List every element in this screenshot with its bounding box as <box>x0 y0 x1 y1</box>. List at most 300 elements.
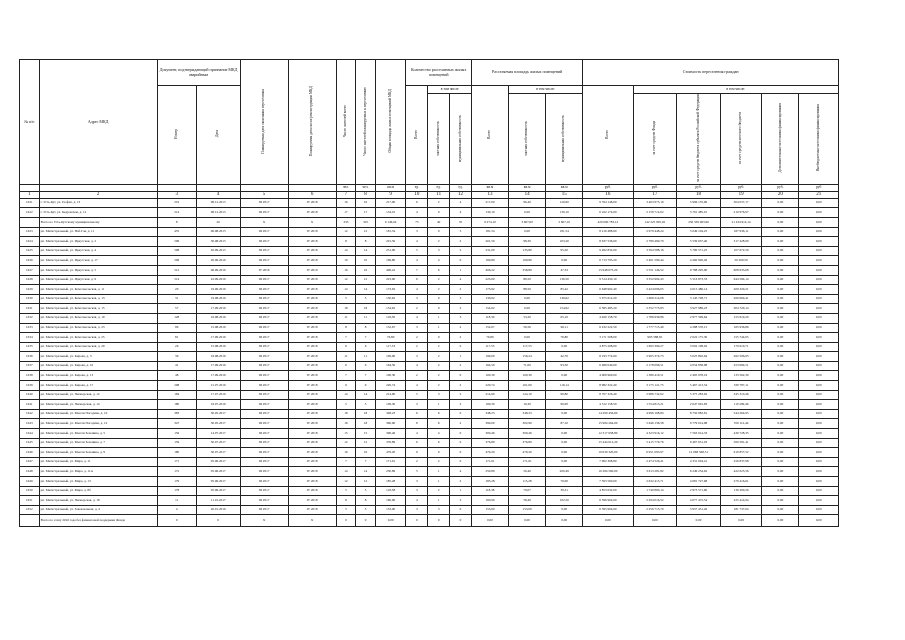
column-number-cell: 16 <box>583 191 633 198</box>
table-cell: 4 681 727,68 <box>677 477 721 487</box>
table-cell: III 2017 <box>240 381 288 391</box>
table-cell: IV 2018 <box>288 323 336 333</box>
table-row <box>20 419 839 429</box>
table-row <box>20 333 839 343</box>
table-cell: 160,90 <box>375 496 406 506</box>
header-document-date: Дата <box>196 86 240 185</box>
table-cell: 3 957 451,26 <box>677 505 721 515</box>
table-cell: 6 951 093,97 <box>633 448 677 458</box>
table-cell: 0,00 <box>546 505 583 515</box>
table-cell: 17.09.2016 <box>196 371 240 381</box>
table-cell: 3 145 728,71 <box>677 294 721 304</box>
table-cell: III 2017 <box>240 448 288 458</box>
table-row <box>20 265 839 275</box>
table-cell: 15 444 012,20 <box>583 438 633 448</box>
table-cell: 9 <box>356 381 376 391</box>
table-cell: 2 <box>450 237 472 247</box>
table-cell: 3 613 281,82 <box>633 467 677 477</box>
table-row <box>20 217 839 227</box>
header-count-municipal: муниципальная собственность <box>450 94 472 185</box>
table-cell: 0,00 <box>799 323 839 333</box>
table-cell: 16 <box>336 198 356 208</box>
unit-cell: кв.м <box>471 184 508 191</box>
table-cell: IV 2018 <box>288 457 336 467</box>
table-cell: 0,00 <box>762 467 799 477</box>
table-cell: 3 <box>406 294 428 304</box>
table-cell: 05.06.2017 <box>196 477 240 487</box>
table-row <box>20 256 839 266</box>
table-cell: 4 <box>406 496 428 506</box>
table-row <box>20 486 839 496</box>
table-cell: 0,00 <box>799 285 839 295</box>
table-cell: 3 <box>428 246 450 256</box>
table-cell: 6 <box>428 419 450 429</box>
table-cell: 223,00 <box>375 275 406 285</box>
table-cell: 0,00 <box>375 515 406 527</box>
table-cell: 0,00 <box>799 467 839 477</box>
unit-cell <box>20 184 40 191</box>
unit-cell: руб. <box>677 184 721 191</box>
table-cell: 05.06.2017 <box>196 486 240 496</box>
table-cell: 300,46 <box>509 429 546 439</box>
table-cell: 1 <box>450 486 472 496</box>
table-cell: IV 2018 <box>288 419 336 429</box>
table-cell: 0,00 <box>509 227 546 237</box>
table-cell: 430 728,35 <box>720 429 761 439</box>
address-cell: рп. Магистральный, ул. Иркутская, д. 9 <box>39 275 157 285</box>
unit-cell: руб. <box>583 184 633 191</box>
table-cell: 1623 <box>20 227 40 237</box>
table-cell: 180 <box>157 448 196 458</box>
table-cell: 1 693 399,27 <box>633 342 677 352</box>
table-cell: 110 299,46 <box>720 400 761 410</box>
table-row <box>20 505 839 515</box>
table-cell: 7 <box>356 333 376 343</box>
table-cell: 2 780 469,70 <box>633 237 677 247</box>
header-area-private: частная собственность <box>509 94 546 185</box>
table-cell: 214,90 <box>471 390 508 400</box>
table-cell: 2 <box>428 352 450 362</box>
table-cell: IV 2018 <box>288 371 336 381</box>
table-cell: 0,00 <box>762 198 799 208</box>
table-cell: III 2017 <box>240 198 288 208</box>
table-cell: III 2017 <box>240 227 288 237</box>
table-cell: 3 <box>406 505 428 515</box>
address-cell: рп. Магистральный, ул. Кирова, д. 13 <box>39 371 157 381</box>
table-cell: 8 982 322,40 <box>583 381 633 391</box>
table-cell: 53,20 <box>509 313 546 323</box>
table-cell: 185,28 <box>471 477 508 487</box>
header-count-private: частная собственность <box>428 94 450 185</box>
table-cell: 0,00 <box>546 448 583 458</box>
table-cell: 14 <box>336 467 356 477</box>
table-cell: 4 009 960,00 <box>583 371 633 381</box>
table-row <box>20 438 839 448</box>
table-cell: 169,80 <box>375 256 406 266</box>
table-cell: 2 <box>428 381 450 391</box>
table-cell: 2 <box>428 371 450 381</box>
table-cell: 187 936,11 <box>720 227 761 237</box>
table-cell: 156,24 <box>509 352 546 362</box>
table-cell: 21.07.2016 <box>196 381 240 391</box>
table-cell: 117,53 <box>509 342 546 352</box>
table-cell: 0,00 <box>633 515 677 527</box>
total-row <box>20 515 839 527</box>
table-cell: 2 <box>450 390 472 400</box>
table-cell: 118,30 <box>375 313 406 323</box>
table-row <box>20 390 839 400</box>
table-cell: 210 976,97 <box>720 208 761 218</box>
table-cell: III 2017 <box>240 208 288 218</box>
table-cell: 5 <box>356 486 376 496</box>
table-cell: 7 563 014,33 <box>677 429 721 439</box>
table-cell: III 2017 <box>240 275 288 285</box>
table-cell: 231,00 <box>375 246 406 256</box>
table-cell: 179 610,71 <box>720 342 761 352</box>
table-cell: 17.09.2016 <box>196 333 240 343</box>
table-cell: 2 979 448,24 <box>633 227 677 237</box>
table-cell: 155 619,20 <box>720 313 761 323</box>
table-cell: III 2017 <box>240 467 288 477</box>
table-cell: 1644 <box>20 429 40 439</box>
table-cell: 1627 <box>20 265 40 275</box>
table-cell: 99 <box>157 323 196 333</box>
table-cell: 109,30 <box>375 400 406 410</box>
header-cost-regional: за счет средств бюджета субъекта Российской Федерации <box>677 94 721 185</box>
table-cell: 48 <box>157 371 196 381</box>
table-cell: IV 2018 <box>288 313 336 323</box>
table-cell: 1 777 715,49 <box>633 323 677 333</box>
table-cell: X <box>288 515 336 527</box>
table-cell: 6 486 040,00 <box>583 361 633 371</box>
table-cell: 2 <box>428 457 450 467</box>
table-cell: 0,00 <box>799 515 839 527</box>
table-cell: 7 <box>336 371 356 381</box>
table-row <box>20 304 839 314</box>
table-cell: 0,00 <box>762 285 799 295</box>
table-cell: 1650 <box>20 486 40 496</box>
table-cell: 35 <box>450 217 472 227</box>
table-cell: 0,00 <box>799 457 839 467</box>
table-cell: 9 <box>336 381 356 391</box>
table-row <box>20 285 839 295</box>
table-cell: 100,30 <box>471 371 508 381</box>
table-row <box>20 342 839 352</box>
table-cell: 14 <box>356 390 376 400</box>
table-row <box>20 352 839 362</box>
table-cell: IV 2018 <box>288 246 336 256</box>
table-cell: 220,74 <box>375 381 406 391</box>
table-cell: 4 288 570,15 <box>677 323 721 333</box>
table-cell: 225 414,94 <box>720 496 761 506</box>
table-cell: 0,00 <box>762 400 799 410</box>
table-cell: 325 <box>356 217 376 227</box>
table-cell: 12 <box>336 477 356 487</box>
table-cell: 4 <box>406 361 428 371</box>
header-residents-planned: Число жителей планируемых к переселению <box>356 60 376 185</box>
address-cell: рп. Магистральный, ул. Мира, д. 8б <box>39 486 157 496</box>
table-cell: 118,38 <box>375 486 406 496</box>
table-cell: 17 <box>336 208 356 218</box>
table-cell: 0,00 <box>799 342 839 352</box>
table-cell: 1642 <box>20 409 40 419</box>
header-cost-group: Стоимость переселения граждан <box>583 60 839 86</box>
table-cell: 118,30 <box>471 313 508 323</box>
table-cell: 15 <box>356 429 376 439</box>
table-cell: 0 <box>428 333 450 343</box>
table-cell: III 2017 <box>240 419 288 429</box>
table-cell: 0,00 <box>799 198 839 208</box>
table-cell: 0 <box>450 505 472 515</box>
address-cell: рп. Магистральный, ул. Мира, д. 13 <box>39 477 157 487</box>
table-cell: 181,54 <box>375 227 406 237</box>
table-cell: 3 175 121,75 <box>633 381 677 391</box>
unit-cell: руб. <box>762 184 799 191</box>
table-cell: 181,54 <box>546 227 583 237</box>
unit-cell: ед. <box>428 184 450 191</box>
table-cell: IV 2018 <box>288 342 336 352</box>
table-cell: 11.10.2017 <box>196 496 240 506</box>
table-row <box>20 246 839 256</box>
table-cell: 47,33 <box>546 265 583 275</box>
table-cell: 3 002 198,02 <box>677 342 721 352</box>
table-cell: 8 <box>356 496 376 506</box>
table-cell: 5 <box>336 505 356 515</box>
table-cell: 3 <box>428 505 450 515</box>
table-cell: 107 672,59 <box>720 246 761 256</box>
table-cell: 5 996 135,96 <box>677 198 721 208</box>
table-cell: 6 <box>428 438 450 448</box>
table-cell: 5 075 612,20 <box>583 294 633 304</box>
table-cell: 10 <box>336 256 356 266</box>
table-cell: 0 <box>450 371 472 381</box>
table-cell: 2 <box>450 304 472 314</box>
table-cell: 173,92 <box>471 285 508 295</box>
address-cell: рп. Магистральный, ул. Комсомольская, д. 13 <box>39 294 157 304</box>
table-cell: 15.08.2016 <box>196 342 240 352</box>
header-cost-extra: Дополнительные источники финансирования <box>762 94 799 185</box>
table-cell: IV 2018 <box>288 275 336 285</box>
table-cell: 1637 <box>20 361 40 371</box>
table-cell: 0,00 <box>762 371 799 381</box>
table-cell: 0 <box>428 304 450 314</box>
table-cell: IV 2018 <box>288 294 336 304</box>
table-cell: 0,00 <box>762 438 799 448</box>
table-cell: III 2017 <box>240 313 288 323</box>
table-cell: 165 936,86 <box>720 323 761 333</box>
table-cell: 30.07.2017 <box>196 448 240 458</box>
table-cell: 6 <box>336 361 356 371</box>
table-cell: 0,00 <box>799 294 839 304</box>
table-cell: 0,00 <box>762 352 799 362</box>
table-cell: 383 <box>157 409 196 419</box>
table-cell: 7 062 368,80 <box>583 457 633 467</box>
table-cell: III 2017 <box>240 409 288 419</box>
table-cell: 7 <box>356 371 376 381</box>
table-cell: III 2017 <box>240 294 288 304</box>
table-cell: 12 <box>356 227 376 237</box>
table-cell: 02.09.2015 <box>196 246 240 256</box>
table-cell: 300,46 <box>471 429 508 439</box>
table-cell: 14 290 456,60 <box>583 409 633 419</box>
table-row <box>20 496 839 506</box>
table-cell: 0,00 <box>762 294 799 304</box>
table-cell: 30.08.2015 <box>196 237 240 247</box>
table-cell: 3 <box>406 477 428 487</box>
table-cell: III 2017 <box>240 323 288 333</box>
table-cell: 0,00 <box>546 515 583 527</box>
column-number-cell: 7 <box>336 191 356 198</box>
table-cell: 390,00 <box>471 419 508 429</box>
column-number-cell: 5 <box>240 191 288 198</box>
table-cell: 7 <box>336 457 356 467</box>
header-row-no: № п/п <box>20 60 40 185</box>
table-cell: 2 424 096,05 <box>633 285 677 295</box>
table-cell: 8 <box>336 496 356 506</box>
table-cell: 14 <box>356 467 376 477</box>
table-cell: 1634 <box>20 333 40 343</box>
table-cell: 0 <box>450 342 472 352</box>
table-cell: 12 <box>336 227 356 237</box>
table-cell: 139 200,26 <box>720 486 761 496</box>
table-cell: 1 740 860,14 <box>633 486 677 496</box>
table-row <box>20 400 839 410</box>
table-cell: 6 585 485,20 <box>583 304 633 314</box>
table-cell: 22.09.2016 <box>196 275 240 285</box>
table-cell: 0 <box>428 515 450 527</box>
table-cell: 153,00 <box>375 505 406 515</box>
table-cell: 250,89 <box>471 467 508 477</box>
table-cell: 5 025 892,64 <box>677 352 721 362</box>
table-cell: 560 581,41 <box>720 438 761 448</box>
table-cell: 0 <box>428 227 450 237</box>
table-cell: IV 2018 <box>288 198 336 208</box>
table-cell: 201,50 <box>375 237 406 247</box>
address-cell: рп. Магистральный, ул. Иркутская, д. 4 <box>39 246 157 256</box>
table-cell: 0,00 <box>762 381 799 391</box>
table-cell: 8 <box>336 237 356 247</box>
table-cell: 506 <box>157 237 196 247</box>
table-cell: 50 269,50 <box>720 256 761 266</box>
table-cell: 3 667,00 <box>509 217 546 227</box>
table-cell: 2 474 526,41 <box>633 457 677 467</box>
table-cell: 1647 <box>20 457 40 467</box>
table-cell: 0,00 <box>799 409 839 419</box>
table-cell: 6 <box>336 342 356 352</box>
table-cell: 18 <box>336 409 356 419</box>
table-cell: 130,62 <box>375 294 406 304</box>
table-cell: 06.08.2015 <box>196 227 240 237</box>
table-cell: X <box>240 515 288 527</box>
table-cell: 4 054 858,98 <box>677 361 721 371</box>
table-cell: 0,00 <box>471 515 508 527</box>
table-cell: 6 <box>428 409 450 419</box>
table-cell: 0,00 <box>762 409 799 419</box>
table-cell: 5 375 283,92 <box>677 390 721 400</box>
column-number-cell: 8 <box>356 191 376 198</box>
address-cell: рп. Магистральный, ул. Пионерская, д. 12 <box>39 390 157 400</box>
table-cell: 169,80 <box>509 256 546 266</box>
address-cell: рп. Магистральный, ул. Завокзальная, д. 4 <box>39 505 157 515</box>
table-cell: IV 2018 <box>288 486 336 496</box>
table-cell: 0,00 <box>762 515 799 527</box>
table-cell: 16 <box>356 448 376 458</box>
table-cell: 0,00 <box>799 496 839 506</box>
table-cell: III 2017 <box>240 246 288 256</box>
table-cell: 3 <box>450 496 472 506</box>
table-cell: 2 <box>450 246 472 256</box>
table-cell: 223,00 <box>471 275 508 285</box>
table-cell: 109,30 <box>471 400 508 410</box>
table-cell: 0,00 <box>799 227 839 237</box>
table-cell: 76,80 <box>471 333 508 343</box>
table-cell: 2 <box>406 342 428 352</box>
column-number-cell: 10 <box>406 191 428 198</box>
table-cell: 124,10 <box>509 390 546 400</box>
table-cell: 16 <box>336 265 356 275</box>
table-row <box>20 371 839 381</box>
table-cell: 644 584,14 <box>720 275 761 285</box>
table-cell: 9 146,04 <box>375 217 406 227</box>
table-cell: 0,00 <box>762 486 799 496</box>
table-cell: 8 193 774,00 <box>583 352 633 362</box>
table-cell: 0,00 <box>799 400 839 410</box>
table-cell: 4 875 208,00 <box>583 342 633 352</box>
address-cell: рп. Магистральный, ул. Мира, д. 11 <box>39 457 157 467</box>
table-cell: 1638 <box>20 371 40 381</box>
table-cell: 96,11 <box>546 323 583 333</box>
table-cell: IV 2018 <box>288 208 336 218</box>
table-cell: 5 <box>406 246 428 256</box>
table-cell: 0,00 <box>509 304 546 314</box>
unit-cell: кв.м <box>375 184 406 191</box>
table-cell: 0,00 <box>799 371 839 381</box>
address-cell: рп. Магистральный, ул. Кирова, д. 3 <box>39 352 157 362</box>
table-cell: III 2017 <box>240 400 288 410</box>
unit-cell: руб. <box>720 184 761 191</box>
table-cell: 36 <box>157 352 196 362</box>
table-cell: 178 <box>157 486 196 496</box>
table-cell: 95,20 <box>546 246 583 256</box>
address-cell: рп. Магистральный, ул. Мысли Зеленина, д. 5 <box>39 429 157 439</box>
table-cell: 0 <box>450 515 472 527</box>
table-row <box>20 323 839 333</box>
table-cell: 302,90 <box>509 419 546 429</box>
table-cell: 4 <box>450 208 472 218</box>
table-cell: 2 <box>450 285 472 295</box>
table-cell: 0,00 <box>546 371 583 381</box>
table-cell: 250,89 <box>375 467 406 477</box>
table-cell: 41 <box>157 361 196 371</box>
table-cell: 154,62 <box>471 304 508 314</box>
table-cell: 0,00 <box>762 208 799 218</box>
table-cell: 5 049 104,25 <box>677 227 721 237</box>
table-cell: 2 <box>428 275 450 285</box>
table-cell: 0,00 <box>546 457 583 467</box>
address-cell: рп. Магистральный, ул. Наб-Гая, д. 11 <box>39 227 157 237</box>
table-cell: III 2017 <box>240 496 288 506</box>
table-cell: 0,00 <box>762 496 799 506</box>
address-cell: рп. Магистральный, ул. Мысли Зеленина, д. 9 <box>39 448 157 458</box>
address-cell: рп. Магистральный, ул. Кирова, д. 17 <box>39 381 157 391</box>
table-row <box>20 275 839 285</box>
table-cell: 253 084,51 <box>720 361 761 371</box>
table-cell: IV 2018 <box>288 285 336 295</box>
table-cell: 201,50 <box>471 237 508 247</box>
column-number-cell: 9 <box>375 191 406 198</box>
table-cell: 610 857,52 <box>720 448 761 458</box>
table-cell: 3 <box>450 313 472 323</box>
